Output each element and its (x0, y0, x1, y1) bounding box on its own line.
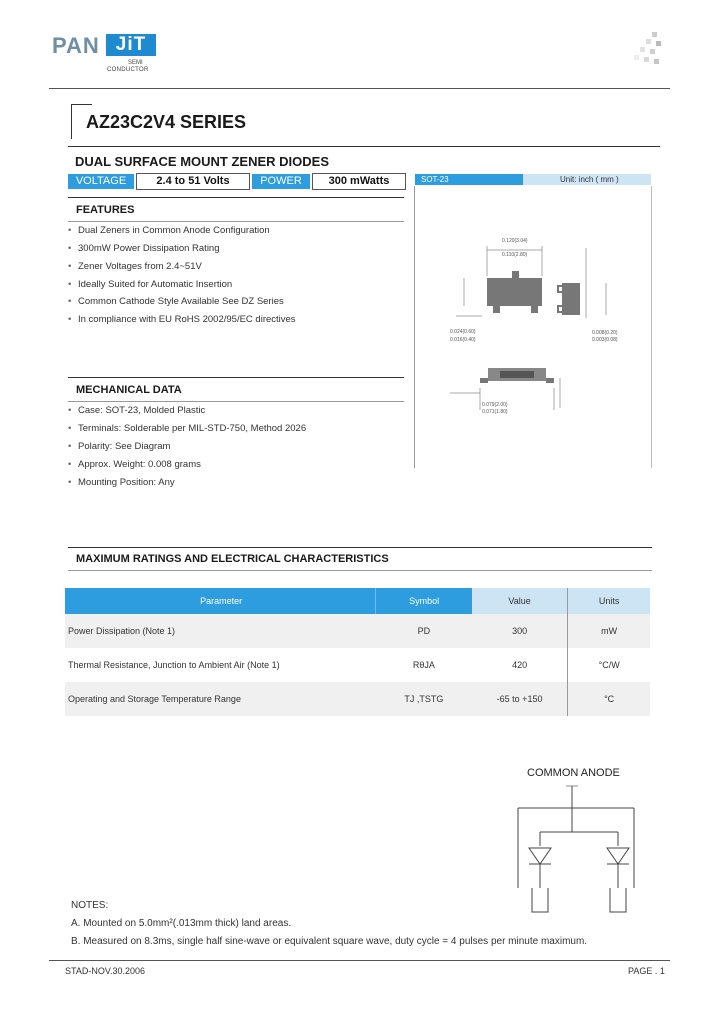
feature-item: • Zener Voltages from 2.4~51V (68, 261, 202, 272)
feature-item: • Common Cathode Style Available See DZ Series (68, 296, 284, 307)
power-value: 300 mWatts (312, 173, 406, 190)
svg-text:0.008(0.20): 0.008(0.20) (592, 330, 618, 336)
svg-text:0.079(2.00): 0.079(2.00) (482, 402, 508, 408)
ratings-top-rule (68, 547, 652, 548)
table-row (65, 614, 650, 648)
mechanical-item: • Mounting Position: Any (68, 477, 175, 488)
ratings-table (65, 588, 650, 716)
footer-date: STAD-NOV.30.2006 (65, 966, 146, 976)
feature-item: • Dual Zeners in Common Anode Configuration (68, 225, 270, 236)
svg-text:0.016(0.40): 0.016(0.40) (450, 337, 476, 343)
cell-symbol: PD (376, 614, 472, 648)
mechanical-item-text: Polarity: See Diagram (78, 441, 171, 452)
notes-heading: NOTES: (71, 900, 109, 911)
cell-symbol: RθJA (412, 660, 435, 670)
svg-text:0.120(3.04): 0.120(3.04) (502, 238, 528, 244)
mechanical-item-text: Approx. Weight: 0.008 grams (78, 459, 201, 470)
svg-text:0.110(2.80): 0.110(2.80) (502, 252, 528, 258)
logo-pan-text: PAN (52, 33, 100, 58)
mechanical-item: • Polarity: See Diagram (68, 441, 171, 452)
feature-item: • 300mW Power Dissipation Rating (68, 243, 220, 254)
col-header-value: Value (472, 588, 568, 614)
note-b: B. Measured on 8.3ms, single half sine-wave or equivalent square wave, duty cycle = 4 pulses per minute maximum. (71, 936, 588, 947)
col-header-units: Units (568, 588, 650, 614)
cell-units: °C/W (568, 648, 650, 682)
cell-value: 420 (512, 660, 528, 670)
feature-item-text: Dual Zeners in Common Anode Configuration (78, 225, 270, 236)
mechanical-top-rule (68, 377, 404, 378)
cell-parameter: Thermal Resistance, Junction to Ambient Air (Note 1) (68, 660, 280, 670)
corner-dots-decoration (632, 30, 662, 66)
page-title: AZ23C2V4 SERIES (86, 112, 247, 132)
ratings-under-rule (68, 570, 652, 571)
table-row (65, 648, 650, 682)
svg-text:0.024(0.60): 0.024(0.60) (450, 329, 476, 335)
subtitle: DUAL SURFACE MOUNT ZENER DIODES (75, 154, 329, 169)
cell-parameter: Power Dissipation (Note 1) (65, 614, 376, 648)
col-header-symbol: Symbol (376, 588, 472, 614)
features-top-rule (68, 197, 404, 198)
sot23-package-drawing (420, 228, 648, 424)
mechanical-under-rule (68, 401, 404, 402)
voltage-label: VOLTAGE (68, 174, 134, 189)
voltage-value: 2.4 to 51 Volts (136, 173, 250, 190)
package-panel-border-right (651, 186, 652, 468)
feature-item: • In compliance with EU RoHS 2002/95/EC directives (68, 314, 296, 325)
diagram-title: COMMON ANODE (527, 767, 620, 779)
top-rule (49, 88, 670, 89)
logo-jit-text: JiT (106, 34, 156, 56)
mechanical-item-text: Mounting Position: Any (78, 477, 175, 488)
cell-symbol: TJ ,TSTG (376, 682, 472, 716)
package-unit: Unit: inch ( mm ) (560, 175, 619, 184)
mechanical-item-text: Terminals: Solderable per MIL-STD-750, Method 2026 (78, 423, 307, 434)
package-panel-border-left (414, 186, 415, 468)
footer-page: PAGE . 1 (628, 966, 665, 976)
svg-text:0.071(1.80): 0.071(1.80) (482, 409, 508, 415)
mechanical-item-text: Case: SOT-23, Molded Plastic (78, 405, 206, 416)
features-under-rule (68, 221, 404, 222)
mechanical-item: • Case: SOT-23, Molded Plastic (68, 405, 206, 416)
cell-units: °C (568, 682, 650, 716)
logo-subtext-conductor: CONDUCTOR (107, 67, 149, 73)
cell-value: 300 (472, 614, 568, 648)
feature-item: • Ideally Suited for Automatic Insertion (68, 279, 233, 290)
feature-item-text: 300mW Power Dissipation Rating (78, 243, 220, 254)
mechanical-item: • Approx. Weight: 0.008 grams (68, 459, 201, 470)
feature-item-text: Ideally Suited for Automatic Insertion (78, 279, 233, 290)
note-a: A. Mounted on 5.0mm²(.013mm thick) land areas. (71, 918, 292, 929)
table-header-row (65, 588, 650, 614)
package-name: SOT-23 (415, 174, 523, 185)
features-heading: FEATURES (76, 204, 135, 216)
feature-item-text: Zener Voltages from 2.4~51V (78, 261, 202, 272)
logo-subtext-semi: SEMI (128, 60, 143, 66)
title-rule (68, 146, 660, 147)
ratings-heading: MAXIMUM RATINGS AND ELECTRICAL CHARACTERISTICS (76, 553, 389, 565)
power-label: POWER (252, 174, 310, 189)
col-header-parameter: Parameter (65, 588, 376, 614)
footer-rule (49, 960, 670, 961)
table-row (65, 682, 650, 716)
mechanical-item: • Terminals: Solderable per MIL-STD-750, Method 2026 (68, 423, 307, 434)
cell-units: mW (568, 614, 650, 648)
feature-item-text: Common Cathode Style Available See DZ Series (78, 296, 284, 307)
feature-item-text: In compliance with EU RoHS 2002/95/EC directives (78, 314, 296, 325)
mechanical-heading: MECHANICAL DATA (76, 384, 182, 396)
cell-value: -65 to +150 (472, 682, 568, 716)
svg-text:0.003(0.08): 0.003(0.08) (592, 337, 618, 343)
cell-parameter: Operating and Storage Temperature Range (65, 682, 376, 716)
common-anode-diagram (510, 784, 650, 916)
